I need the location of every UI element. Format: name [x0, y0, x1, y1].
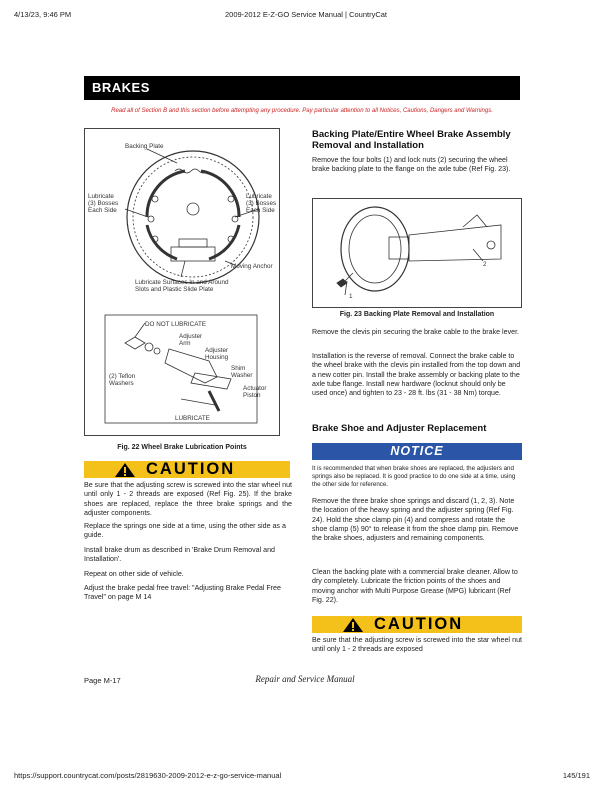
left-para-1: Replace the springs one side at a time, using the other side as a guide. [84, 522, 286, 540]
label-moving-anchor: Moving Anchor [231, 263, 273, 270]
caution-word-left: CAUTION [146, 460, 236, 478]
caution-banner-right [312, 616, 522, 633]
backing-plate-removal-drawing [313, 199, 521, 307]
print-datetime: 4/13/23, 9:46 PM [14, 10, 72, 19]
notice-word: NOTICE [390, 444, 444, 458]
figure-23 [312, 198, 522, 308]
label-do-not-lubricate: DO NOT LUBRICATE [145, 321, 206, 328]
notice-text: It is recommended that when brake shoes are replaced, the adjusters and springs also be replaced. It is good practice to do one side at a time, using the other side for reference. [312, 465, 516, 489]
label-lubricate: LUBRICATE [175, 415, 210, 422]
label-backing-plate: Backing Plate [125, 143, 164, 150]
fig23-label-2: 2 [483, 261, 487, 268]
section-note: Read all of Section B and this section before attempting any procedure. Pay particular attention to all Notices, Cautions, Dangers and Warnings. [111, 108, 493, 114]
print-page-title: 2009-2012 E-Z-GO Service Manual | CountryCat [224, 10, 388, 19]
left-para-3: Repeat on other side of vehicle. [84, 570, 184, 578]
right-para-5: Clean the backing plate with a commercial brake cleaner. Allow to dry completely. Lubricate the friction points of the shoes and moving anchor with Multi Purpose Grease (MPG) lubricant (Ref Fig. 22). [312, 568, 518, 604]
page-number: Page M-17 [84, 676, 121, 685]
right-para-2: Remove the clevis pin securing the brake cable to the brake lever. [312, 328, 520, 336]
heading-brake-shoe: Brake Shoe and Adjuster Replacement [312, 423, 487, 434]
notice-banner [312, 443, 522, 460]
warning-triangle-icon [342, 617, 364, 633]
label-adjuster-housing: Adjuster Housing [205, 347, 229, 362]
heading-backing-plate: Backing Plate/Entire Wheel Brake Assembly Removal and Installation [312, 129, 511, 151]
caution-banner-left [84, 461, 290, 478]
figure-22-caption: Fig. 22 Wheel Brake Lubrication Points [117, 444, 247, 451]
left-para-2: Install brake drum as described in 'Brake Drum Removal and Installation'. [84, 546, 275, 564]
left-para-4: Adjust the brake pedal free travel: "Adjusting Brake Pedal Free Travel" on page M 14 [84, 584, 281, 602]
label-actuator-piston: Actuator Piston [243, 385, 267, 400]
label-shim-washer: Shim Washer [231, 365, 253, 380]
warning-triangle-icon [114, 462, 136, 478]
label-adjuster-arm: Adjuster Arm [179, 333, 203, 348]
figure-22 [84, 128, 280, 436]
label-lubricate-left: Lubricate (3) Bosses Each Side [88, 193, 119, 215]
section-banner [84, 76, 520, 100]
label-lubricate-right: Lubricate (3) Bosses Each Side [246, 193, 277, 215]
caution-word-right: CAUTION [374, 615, 464, 633]
caution-text-right: Be sure that the adjusting screw is screwed into the star wheel nut until only 1 - 2 threads are exposed [312, 636, 522, 654]
print-url: https://support.countrycat.com/posts/2819630-2009-2012-e-z-go-service-manual [14, 771, 282, 780]
fig23-label-1: 1 [349, 293, 353, 300]
right-para-1: Remove the four bolts (1) and lock nuts (2) securing the wheel brake backing plate to the flange on the axle tube (Ref Fig. 23). [312, 156, 511, 174]
label-lubricate-surfaces: Lubricate Surfaces In and Around Slots and Plastic Slide Plate [135, 279, 229, 294]
manual-title: Repair and Service Manual [255, 674, 355, 684]
figure-23-caption: Fig. 23 Backing Plate Removal and Installation [339, 311, 495, 318]
print-page-count: 145/191 [562, 771, 590, 780]
right-para-4: Remove the three brake shoe springs and discard (1, 2, 3). Note the location of the heavy spring and the adjuster spring (Ref Fig. 24). Hold the shoe clamp pin (4) and compress and rotate the shoe clamp (5) 90° to release it from the shoe clamp pin. Remove the brake shoes, adjusters and remaining components. [312, 497, 519, 543]
section-title: BRAKES [92, 80, 150, 95]
caution-text-left: Be sure that the adjusting screw is screwed into the star wheel nut until only 1 - 2 threads are exposed (Ref Fig. 25). If the brake shoes are replaced, replace the three brake springs and the adjuster components. [84, 481, 292, 517]
right-para-3: Installation is the reverse of removal. Connect the brake cable to the wheel brake with the clevis pin installed from the top down and a new cotter pin. Install the brake assembly or backing plate to the axle tube flange. Install new hardware (locknut should only be used once) and tighten to 23 - 28 ft. lbs (31 - 38 Nm) torque. [312, 352, 521, 398]
label-teflon-washers: (2) Teflon Washers [109, 373, 136, 388]
